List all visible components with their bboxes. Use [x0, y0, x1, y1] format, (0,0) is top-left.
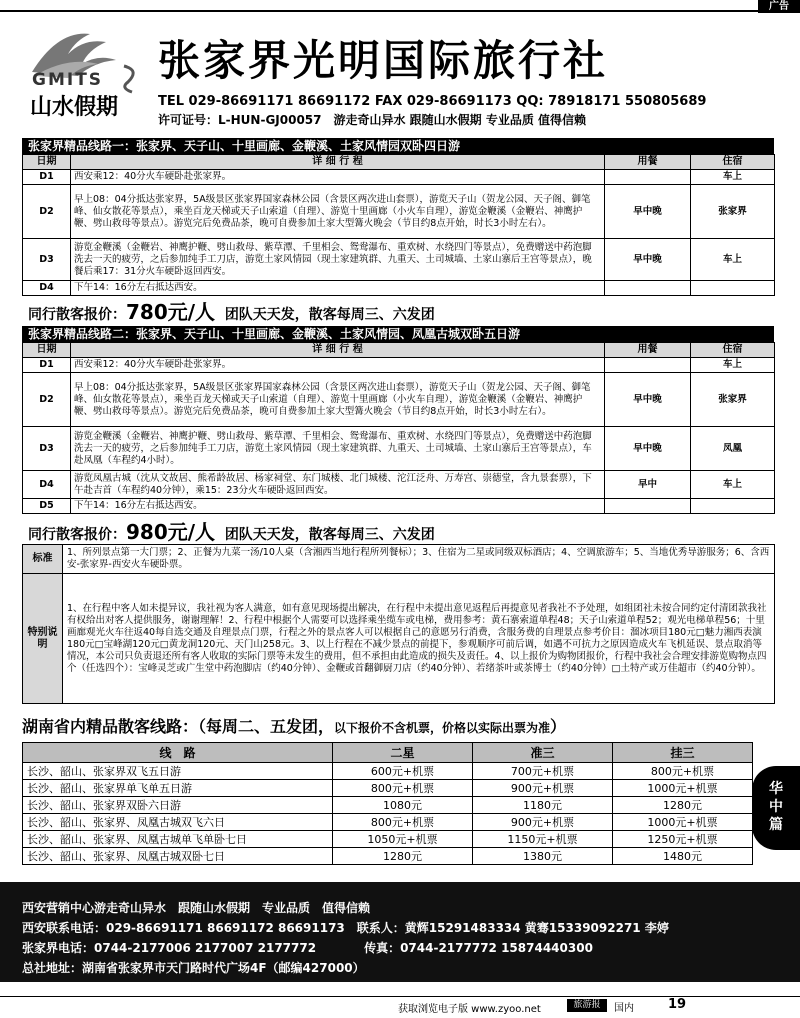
page-footer — [0, 996, 800, 1018]
meal-cell: 早中晚 — [605, 239, 691, 281]
col-2star: 二星 — [333, 743, 473, 763]
special-text: 1、在行程中客人如未提异议，我社视为客人满意，如有意见现场提出解决，在行程中未提出意见返程后再提意见者我社不予处理，如组团社未按合同约定付清团款我社有权给出对客人提供服务，谢谢理解！2、行程中根据个人需要可以选择乘坐缆车或电梯，费用参考：黄石寨索道单程48；天子山索道单程52；观光电梯单程56；十里画廊观光火车往返40每自选交通及自理景点门票，行程之外的景点客人可以根据自己的意愿另行消费，含服务费的自理景点参考价目：溜冰项目180元□魅力湘西表演180元□宝峰湖120元□黄龙洞120元、天门山258元。3、以上行程在不减少景点的前提下，参观顺序可前后调，如遇不可抗力之原因造成火车飞机延误、景点取消等情况，本公司只负责退还所有客人收取的实际门票等未发生的费用，但不承担由此造成的损失及责任。4、以上报价为购物团报价，行程中我社会合理安排游览购物点四个（任选四个）：宝峰灵芝或广生堂中药泡脚店（约40分钟）、金鞭或首翻御厨刀店（约40分钟）、若绪茶叶或茶博士（约40分钟）□土特产或万佳超市（约40分钟）。 — [63, 574, 775, 704]
day-cell: D1 — [23, 358, 71, 373]
route1-price-line — [28, 296, 435, 325]
price-cell: 1080元 — [333, 797, 473, 814]
day-cell: D1 — [23, 170, 71, 185]
company-logo — [28, 20, 146, 120]
top-rule — [0, 0, 800, 12]
table-header-row — [23, 343, 775, 358]
price-cell: 1280元 — [333, 848, 473, 865]
meal-cell — [605, 358, 691, 373]
route2-price-line — [28, 516, 435, 545]
col-date: 日期 — [23, 155, 71, 170]
meal-cell — [605, 170, 691, 185]
price-suffix: 团队天天发，散客每周三、六发团 — [224, 527, 435, 543]
price-value: 980元/人 — [126, 520, 216, 544]
logo-cn: 山水假期 — [30, 94, 119, 120]
col-listed3: 挂三 — [613, 743, 753, 763]
table-row — [23, 239, 775, 281]
table-row — [23, 780, 753, 797]
route-cell: 长沙、韶山、张家界双飞五日游 — [23, 763, 333, 780]
footer-contact — [0, 882, 800, 982]
hunan-title — [22, 714, 566, 737]
stay-cell: 张家界 — [691, 373, 775, 427]
day-cell: D5 — [23, 499, 71, 514]
day-cell: D4 — [23, 281, 71, 296]
price-cell: 1050元+机票 — [333, 831, 473, 848]
contact-tel: TEL 029-86691171 86691172 FAX 029-86691173 QQ: 78918171 550805689 — [158, 94, 707, 109]
footer-slogan: 西安营销中心游走奇山异水 跟随山水假期 专业品质 值得信赖 — [22, 901, 371, 915]
desc-cell: 游览凤凰古城（沈从文故居、熊希龄故居、杨家祠堂、东门城楼、北门城楼、沱江泛舟、万寿宫、崇德堂，含九景套票），下午赴吉首（车程约40分钟），乘15：23分火车硬卧返回西安。 — [71, 471, 605, 499]
price-prefix: 同行散客报价： — [28, 527, 126, 543]
table-row — [23, 427, 775, 471]
price-cell: 600元+机票 — [333, 763, 473, 780]
price-cell: 1280元 — [613, 797, 753, 814]
col-itinerary: 详 细 行 程 — [71, 343, 605, 358]
special-label: 特别说明 — [23, 574, 63, 704]
day-cell: D4 — [23, 471, 71, 499]
col-stay: 住宿 — [691, 155, 775, 170]
price-cell: 1000元+机票 — [613, 780, 753, 797]
route-cell: 长沙、韶山、张家界双卧六日游 — [23, 797, 333, 814]
desc-cell: 游览金鞭溪（金鞭岩、神鹰护鞭、劈山救母、紫草潭、千里相会、鸳鸯瀑布、重欢树、水绕四门等景点），免费赠送中药泡脚洗去一天的疲劳，之后参加纯手工刀店，游览土家风情园（现土家建筑群、九重天、土司城墙、土家山寨后王宫等景点），晚餐后乘17：31分火车硬卧返回西安。 — [71, 239, 605, 281]
logo-text: GMITS — [32, 70, 104, 90]
route1-table — [22, 154, 775, 296]
standard-label: 标准 — [23, 545, 63, 574]
desc-cell: 下午14：16分左右抵达西安。 — [71, 281, 605, 296]
special-row — [23, 574, 775, 704]
page-title: 张家界光明国际旅行社 — [158, 36, 609, 85]
stay-cell: 凤凰 — [691, 427, 775, 471]
region-side-tab — [752, 766, 800, 850]
price-cell: 1380元 — [473, 848, 613, 865]
page-number: 19 — [668, 997, 687, 1012]
standard-row — [23, 545, 775, 574]
price-cell: 800元+机票 — [613, 763, 753, 780]
route1-title: 张家界精品线路一：张家界、天子山、十里画廊、金鞭溪、土家风情园双卧四日游 — [22, 138, 774, 154]
route-cell: 长沙、韶山、张家界、凤凰古城双飞六日 — [23, 814, 333, 831]
license-line: 许可证号：L-HUN-GJ00057 游走奇山异水 跟随山水假期 专业品质 值得信赖 — [158, 113, 587, 127]
table-row — [23, 848, 753, 865]
hunan-subtitle: 以下报价不含机票，价格以实际出票为准 — [334, 721, 551, 735]
price-prefix: 同行散客报价： — [28, 307, 126, 323]
notes-table — [22, 544, 775, 704]
col-route: 线 路 — [23, 743, 333, 763]
table-row — [23, 471, 775, 499]
desc-cell: 下午14：16分左右抵达西安。 — [71, 499, 605, 514]
day-cell: D2 — [23, 373, 71, 427]
side-tab-label: 华中篇 — [769, 781, 783, 833]
hunan-price-table — [22, 742, 753, 865]
ad-tag: 广告 — [758, 0, 800, 13]
table-row — [23, 499, 775, 514]
meal-cell: 早中晚 — [605, 427, 691, 471]
price-cell: 1250元+机票 — [613, 831, 753, 848]
day-cell: D3 — [23, 427, 71, 471]
price-cell: 800元+机票 — [333, 780, 473, 797]
price-cell: 800元+机票 — [333, 814, 473, 831]
meal-cell: 早中 — [605, 471, 691, 499]
desc-cell: 早上08：04分抵达张家界，5A级景区张家界国家森林公园（含景区两次进山套票），游览天子山（贺龙公园、天子阁、御笔峰、仙女散花等景点），乘坐百龙天梯或天子山索道（自理）、游览十里画廊（小火车自理），游览金鞭溪（金鞭岩、神鹰护鞭、劈山救母等景点）。游览完后免费品茶，晚可自费参加土家大型篝火晚会（节目约8点开始，时长3小时左右）。 — [71, 373, 605, 427]
stay-cell — [691, 281, 775, 296]
table-header-row — [23, 155, 775, 170]
footer-xian-phone: 西安联系电话：029-86691171 86691172 86691173 联系人：黄辉15291483334 黄骞15339092271 李婷 — [22, 921, 669, 935]
table-row — [23, 814, 753, 831]
col-meal: 用餐 — [605, 343, 691, 358]
table-header-row — [23, 743, 753, 763]
desc-cell: 西安乘12：40分火车硬卧赴张家界。 — [71, 170, 605, 185]
section-label: 国内 — [614, 1003, 634, 1014]
footer-address: 总社地址：湖南省张家界市天门路时代广场4F（邮编427000） — [22, 961, 365, 975]
desc-cell: 游览金鞭溪（金鞭岩、神鹰护鞭、劈山救母、紫草潭、千里相会、鸳鸯瀑布、重欢树、水绕四门等景点），免费赠送中药泡脚洗去一天的疲劳，之后参加纯手工刀店，游览土家风情园（现土家建筑群、九重天、土司城墙、土家山寨后王宫等景点），车赴凤凰（车程约4小时）。 — [71, 427, 605, 471]
route2-title: 张家界精品线路二：张家界、天子山、十里画廊、金鞭溪、土家风情园、凤凰古城双卧五日游 — [22, 326, 774, 342]
day-cell: D3 — [23, 239, 71, 281]
col-quasi3: 准三 — [473, 743, 613, 763]
desc-cell: 西安乘12：40分火车硬卧赴张家界。 — [71, 358, 605, 373]
meal-cell: 早中晚 — [605, 185, 691, 239]
route2-table — [22, 342, 775, 514]
route-cell: 长沙、韶山、张家界、凤凰古城单飞单卧七日 — [23, 831, 333, 848]
col-itinerary: 详 细 行 程 — [71, 155, 605, 170]
meal-cell — [605, 281, 691, 296]
hunan-title-close: ） — [550, 717, 567, 736]
price-cell: 1000元+机票 — [613, 814, 753, 831]
col-stay: 住宿 — [691, 343, 775, 358]
meal-cell: 早中晚 — [605, 373, 691, 427]
route-cell: 长沙、韶山、张家界、凤凰古城双卧七日 — [23, 848, 333, 865]
col-meal: 用餐 — [605, 155, 691, 170]
day-cell: D2 — [23, 185, 71, 239]
website-link[interactable]: 获取浏览电子版 www.zyoo.net — [398, 1004, 541, 1015]
table-row — [23, 831, 753, 848]
price-value: 780元/人 — [126, 300, 216, 324]
hunan-title-main: 湖南省内精品散客线路：（每周二、五发团， — [22, 717, 335, 736]
stay-cell: 车上 — [691, 239, 775, 281]
col-date: 日期 — [23, 343, 71, 358]
standard-text: 1、所列景点第一大门票；2、正餐为九菜一汤/10人桌（含湘西当地行程所列餐标）；3、住宿为二星或同级双标酒店；4、空调旅游车；5、当地优秀导游服务；6、含西安-张家界-西安火车硬卧票。 — [63, 545, 775, 574]
price-cell: 700元+机票 — [473, 763, 613, 780]
footer-zjj-phone: 张家界电话：0744-2177006 2177007 2177772 传真：0744-2177772 15874440300 — [22, 941, 593, 955]
stay-cell: 车上 — [691, 471, 775, 499]
price-suffix: 团队天天发，散客每周三、六发团 — [224, 307, 435, 323]
table-row — [23, 185, 775, 239]
table-row — [23, 170, 775, 185]
table-row — [23, 281, 775, 296]
table-row — [23, 763, 753, 780]
stay-cell: 车上 — [691, 170, 775, 185]
price-cell: 1180元 — [473, 797, 613, 814]
meal-cell — [605, 499, 691, 514]
price-cell: 900元+机票 — [473, 814, 613, 831]
price-cell: 1480元 — [613, 848, 753, 865]
table-row — [23, 797, 753, 814]
table-row — [23, 373, 775, 427]
stay-cell — [691, 499, 775, 514]
route-cell: 长沙、韶山、张家界单飞单五日游 — [23, 780, 333, 797]
price-cell: 1150元+机票 — [473, 831, 613, 848]
publication-badge: 旅游报 — [567, 999, 607, 1012]
stay-cell: 车上 — [691, 358, 775, 373]
price-cell: 900元+机票 — [473, 780, 613, 797]
desc-cell: 早上08：04分抵达张家界，5A级景区张家界国家森林公园（含景区两次进山套票），游览天子山（贺龙公园、天子阁、御笔峰、仙女散花等景点），乘坐百龙天梯或天子山索道（自理）、游览十里画廊（小火车自理），游览金鞭溪（金鞭岩、神鹰护鞭、劈山救母等景点）。游览完后免费品茶，晚可自费参加土家大型篝火晚会（节目约8点开始，时长3小时左右）。 — [71, 185, 605, 239]
table-row — [23, 358, 775, 373]
stay-cell: 张家界 — [691, 185, 775, 239]
